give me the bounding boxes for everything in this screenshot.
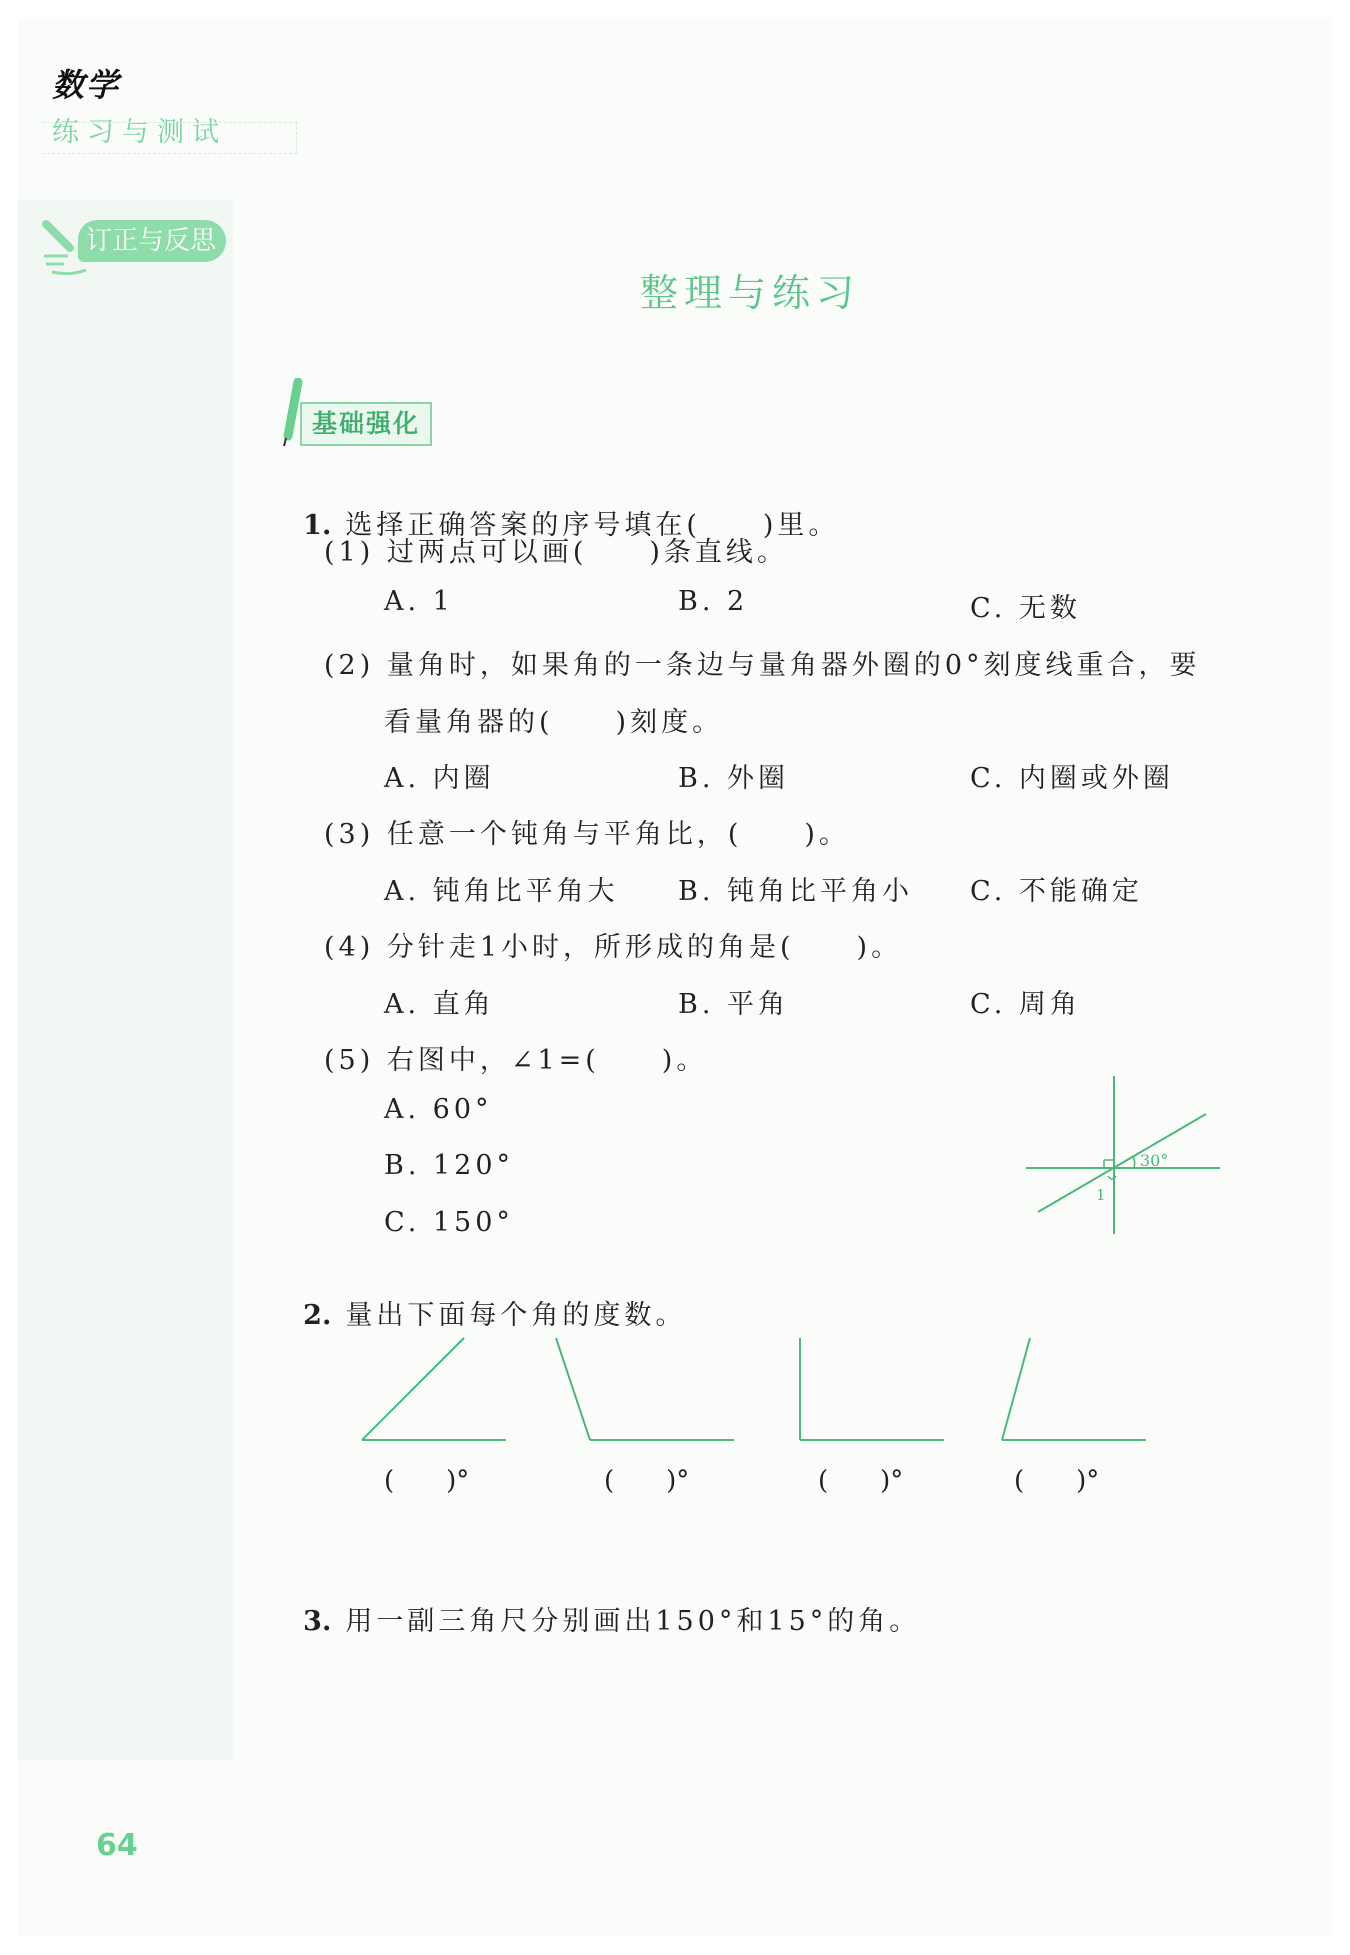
angle-30-label: 30° (1140, 1151, 1169, 1170)
q1-part-4-text: (4) 分针走1小时，所形成的角是( )。 (324, 932, 903, 963)
right-angle-mark (1104, 1160, 1114, 1168)
question-number: 1. (303, 510, 332, 541)
q1-part-2-text-continued: 看量角器的( )刻度。 (384, 707, 724, 738)
section-title: 整理与练习 (639, 271, 860, 315)
angle-1-arc (1108, 1176, 1116, 1179)
q1-part-3-option-c: C. 不能确定 (970, 876, 1143, 907)
q1-part-5-option-c: C. 150° (384, 1207, 514, 1238)
q1-part-1-text: (1) 过两点可以画( )条直线。 (324, 537, 788, 568)
intersecting-lines-figure (1020, 1072, 1230, 1242)
angle-1-label: 1 (1096, 1186, 1106, 1204)
question-text: 量出下面每个角的度数。 (345, 1300, 687, 1331)
angle-figure-2 (556, 1338, 734, 1440)
q1-part-5-option-a: A. 60° (384, 1094, 493, 1125)
q1-part-1-option-c: C. 无数 (970, 593, 1081, 624)
question-text: 用一副三角尺分别画出150°和15°的角。 (345, 1606, 921, 1637)
correction-reflection-label: 订正与反思 (78, 220, 226, 262)
question-text: 选择正确答案的序号填在( )里。 (345, 510, 840, 541)
angle-1-answer-blank[interactable]: ( )° (384, 1466, 470, 1496)
q1-part-4-option-b: B. 平角 (678, 989, 790, 1020)
q1-part-5-option-b: B. 120° (384, 1150, 515, 1181)
angle-3-answer-blank[interactable]: ( )° (818, 1466, 904, 1496)
q1-part-3-text: (3) 任意一个钝角与平角比，( )。 (324, 819, 850, 850)
q1-part-2-option-a: A. 内圈 (384, 763, 495, 794)
q1-part-3-option-b: B. 钝角比平角小 (678, 876, 914, 907)
q1-part-1-option-a: A. 1 (384, 586, 454, 617)
angle-figure-3 (800, 1338, 944, 1440)
angle-2-answer-blank[interactable]: ( )° (604, 1466, 690, 1496)
q1-part-4-option-c: C. 周角 (970, 989, 1081, 1020)
basic-strengthening-tag: 基础强化 (300, 402, 432, 446)
question-number: 2. (303, 1300, 332, 1331)
angle-4-answer-blank[interactable]: ( )° (1014, 1466, 1100, 1496)
q1-part-3-option-a: A. 钝角比平角大 (384, 876, 619, 907)
q1-part-2-option-c: C. 内圈或外圈 (970, 763, 1174, 794)
oblique-line (1038, 1114, 1206, 1212)
book-subtitle: 练习与测试 (52, 117, 227, 148)
q1-part-4-option-a: A. 直角 (384, 989, 495, 1020)
page-number: 64 (96, 1828, 138, 1863)
book-title: 数学 (52, 66, 121, 104)
question-2 (278, 1262, 686, 1332)
q1-part-2-text: (2) 量角时，如果角的一条边与量角器外圈的0°刻度线重合，要 (324, 650, 1201, 681)
angle-figure-1 (362, 1338, 506, 1440)
q1-part-1-option-b: B. 2 (678, 586, 749, 617)
correction-sidebar (18, 200, 233, 1760)
q1-part-5-text: (5) 右图中，∠1=( )。 (324, 1045, 708, 1076)
question-number: 3. (303, 1606, 332, 1637)
angles-to-measure (350, 1328, 1170, 1448)
angle-figure-4 (1002, 1338, 1146, 1440)
header-divider (42, 122, 297, 154)
q1-part-2-option-b: B. 外圈 (678, 763, 790, 794)
question-3 (278, 1568, 920, 1638)
